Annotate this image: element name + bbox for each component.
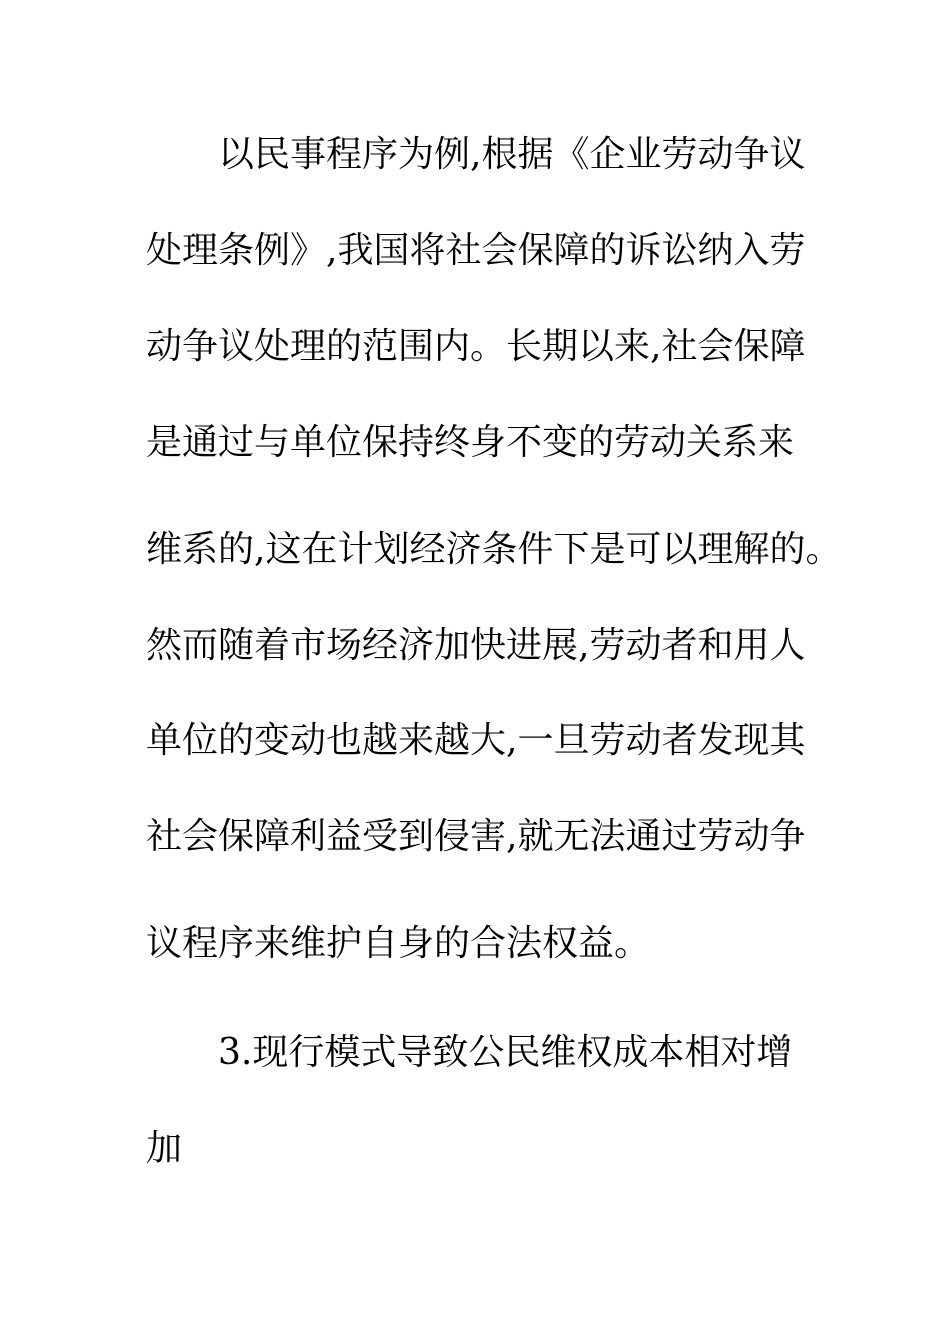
paragraph-line: 是通过与单位保持终身不变的劳动关系来	[146, 422, 795, 463]
paragraph-line: 处理条例》,我国将社会保障的诉讼纳入劳	[146, 230, 806, 271]
paragraph-line: 维系的,这在计划经济条件下是可以理解的。	[146, 529, 842, 570]
paragraph-line: 社会保障利益受到侵害,就无法通过劳动争	[146, 816, 806, 857]
paragraph-line: 单位的变动也越来越大,一旦劳动者发现其	[146, 720, 806, 761]
paragraph-line: 然而随着市场经济加快进展,劳动者和用人	[146, 625, 806, 666]
section-heading-line: 3.现行模式导致公民维权成本相对增	[218, 1032, 793, 1073]
section-heading-line: 加	[146, 1128, 183, 1169]
paragraph-line: 以民事程序为例,根据《企业劳动争议	[218, 134, 806, 175]
paragraph-line: 议程序来维护自身的合法权益。	[146, 923, 651, 964]
paragraph-line: 动争议处理的范围内。长期以来,社会保障	[146, 326, 806, 367]
